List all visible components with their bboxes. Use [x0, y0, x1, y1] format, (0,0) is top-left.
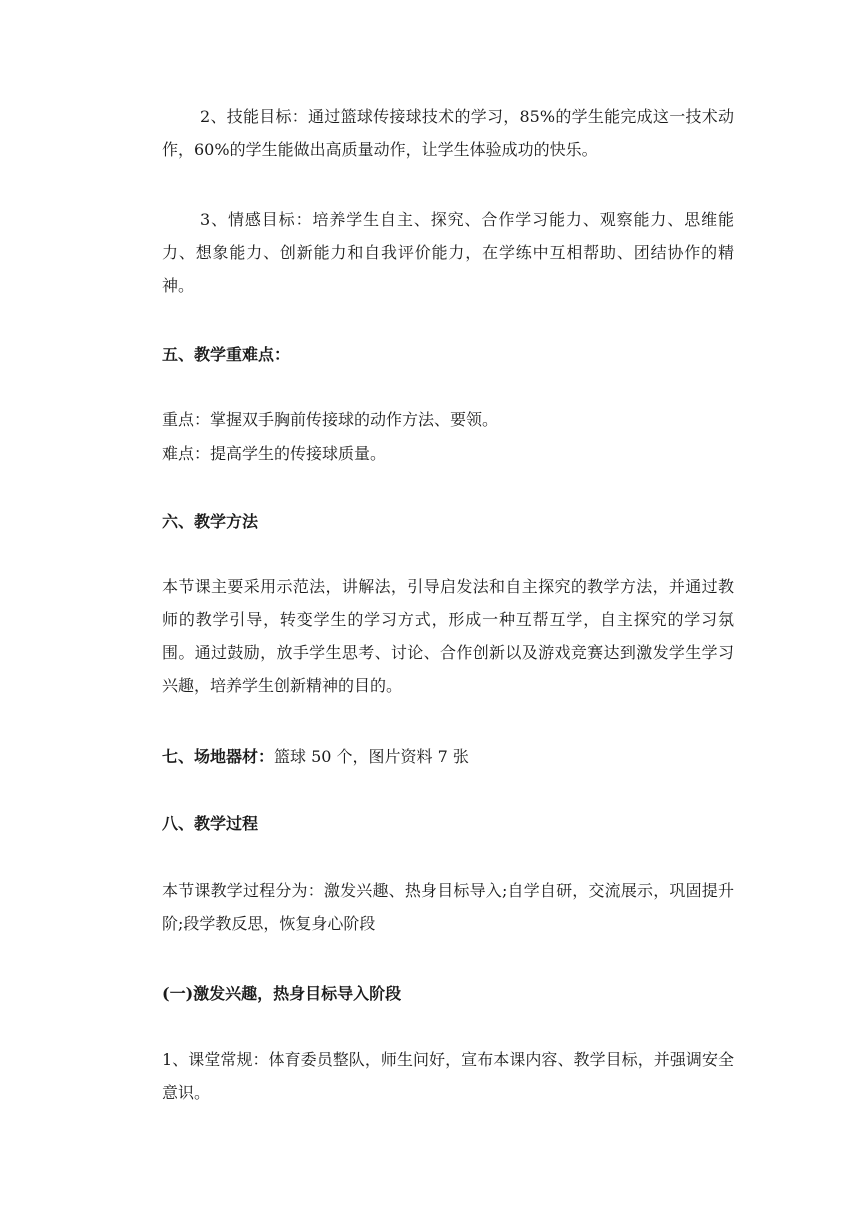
section-heading-key-difficult-points: 五、教学重难点：	[162, 345, 291, 364]
class-routine-paragraph: 1、课堂常规：体育委员整队，师生问好，宣布本课内容、教学目标，并强调安全意识。	[162, 1050, 734, 1102]
equipment-value: 篮球 50 个，图片资料 7 张	[274, 747, 469, 766]
teaching-process-paragraph: 本节课教学过程分为：激发兴趣、热身目标导入;自学自研，交流展示，巩固提升阶;段学教反思，恢复身心阶段	[162, 881, 734, 933]
equipment-label: 七、场地器材：	[162, 747, 275, 766]
skill-goal-paragraph: 2、技能目标：通过篮球传接球技术的学习，85%的学生能完成这一技术动作，60%的学生能做出高质量动作，让学生体验成功的快乐。	[162, 107, 734, 159]
teaching-methods-paragraph: 本节课主要采用示范法，讲解法，引导启发法和自主探究的教学方法，并通过教师的教学引导，转变学生的学习方式，形成一种互帮互学，自主探究的学习氛围。通过鼓励，放手学生思考、讨论、合作创新以及游戏竞赛达到激发学生学习兴趣，培养学生创新精神的目的。	[162, 577, 734, 695]
emotion-goal-paragraph: 3、情感目标：培养学生自主、探究、合作学习能力、观察能力、思维能力、想象能力、创新能力和自我评价能力，在学练中互相帮助、团结协作的精神。	[162, 210, 734, 295]
difficult-point-line: 难点：提高学生的传接球质量。	[162, 444, 387, 463]
section-heading-equipment	[162, 740, 734, 773]
section-heading-teaching-methods: 六、教学方法	[162, 512, 259, 531]
key-point-line: 重点：掌握双手胸前传接球的动作方法、要领。	[162, 410, 499, 429]
section-heading-teaching-process: 八、教学过程	[162, 814, 259, 833]
stage-heading-interest-warmup: (一)激发兴趣，热身目标导入阶段	[162, 984, 402, 1003]
